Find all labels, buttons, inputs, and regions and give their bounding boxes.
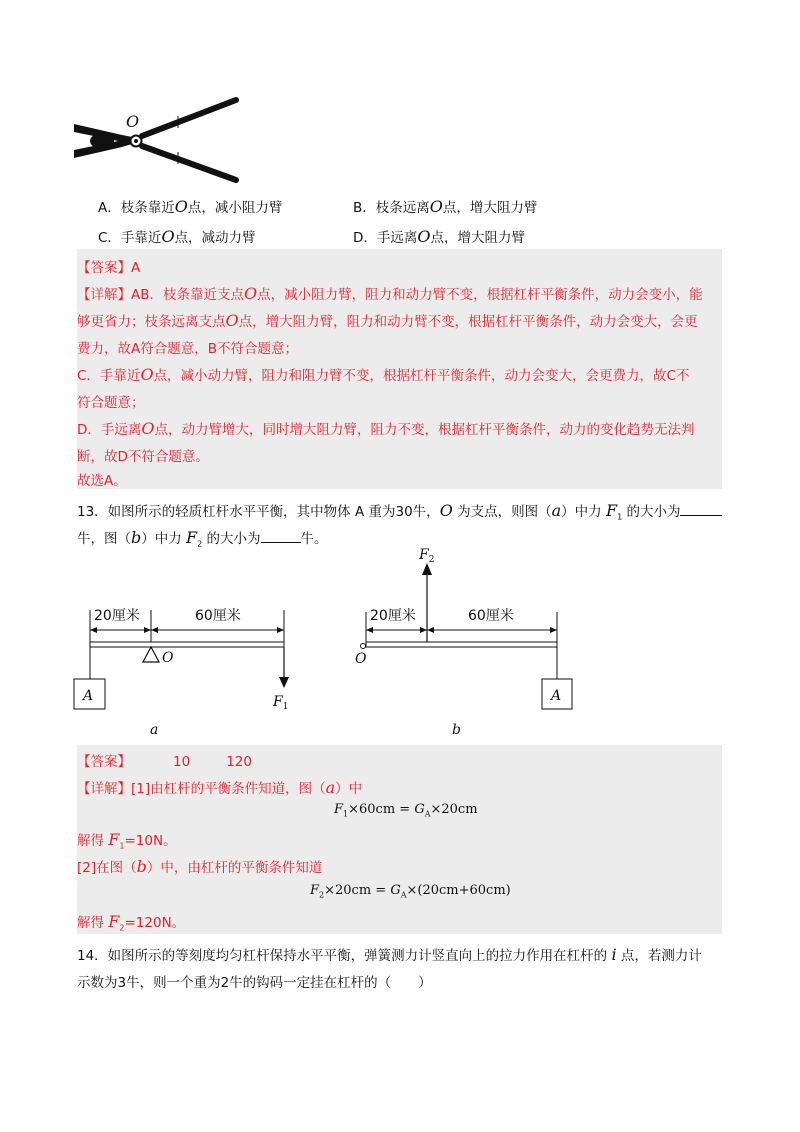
- fig-b-pivot-label: O: [355, 651, 367, 667]
- lever-figure-a: [70, 592, 300, 742]
- option-a: A．枝条靠近O点，减小阻力臂: [98, 197, 283, 216]
- fig-a-left-length: 20厘米: [94, 608, 140, 624]
- fig-a-box-label: A: [83, 688, 94, 704]
- q13-blank-1: [680, 501, 722, 516]
- q12-detail-line-1: 【详解】AB．枝条靠近支点O点，减小阻力臂，阻力和动力臂不变，根据杠杆平衡条件，动力会变小，能: [77, 284, 703, 303]
- q12-answer: 【答案】A: [77, 260, 141, 276]
- q12-detail-line-5: 符合题意；: [77, 395, 145, 411]
- fig-b-right-length: 60厘米: [468, 608, 514, 624]
- q13-detail-line-3: [2]在图（b）中，由杠杆的平衡条件知道: [77, 857, 323, 876]
- option-b: B．枝条远离O点，增大阻力臂: [353, 197, 538, 216]
- fig-a-pivot-label: O: [162, 650, 174, 666]
- q13-line-1: 13．如图所示的轻质杠杆水平平衡，其中物体 A 重为30牛，O 为支点，则图（a）中力 $F_1$ 的大小为: [77, 500, 722, 522]
- fig-b-left-length: 20厘米: [370, 608, 416, 624]
- fig-b-box-label: A: [551, 688, 562, 704]
- q13-line-2: 牛，图（b）中力 $F_2$ 的大小为 牛。: [77, 528, 328, 549]
- q12-detail-line-7: 断，故D不符合题意。: [77, 449, 209, 465]
- fig-a-force-label: $F_1$: [273, 694, 289, 712]
- fig-b-caption: b: [452, 722, 461, 738]
- fig-b-force-label: $F_2$: [419, 547, 435, 565]
- fig-a-right-length: 60厘米: [195, 608, 241, 624]
- q13-blank-2: [261, 528, 301, 543]
- option-c: C．手靠近O点，减动力臂: [98, 227, 256, 246]
- q12-answer-box: [77, 249, 722, 489]
- scissors-figure: [70, 92, 245, 192]
- lever-figure-b: [350, 545, 580, 745]
- q13-detail-line-4: 解得 $F_2=120N$。: [77, 912, 186, 933]
- scissors-pivot-label: O: [126, 112, 140, 131]
- q13-answer: 【答案】 10 120: [77, 754, 252, 770]
- q13-answer-1: 10: [173, 754, 191, 770]
- fig-a-caption: a: [150, 722, 159, 738]
- q13-detail-line-2: 解得 $F_1=10N$。: [77, 830, 177, 851]
- q14-line-2: 示数为3牛，则一个重为2牛的钩码一定挂在杠杆的（ ）: [77, 975, 432, 991]
- q13-detail-line-1: 【详解】[1]由杠杆的平衡条件知道，图（a）中: [77, 778, 363, 797]
- q13-answer-2: 120: [226, 754, 252, 770]
- q13-formula-2: $F_2\times 20cm = G_A\times(20cm+60cm)$: [310, 883, 511, 900]
- q13-formula-1: $F_1\times 60cm = G_A\times 20cm$: [334, 802, 478, 819]
- option-d: D．手远离O点，增大阻力臂: [353, 227, 526, 246]
- q14-line-1: 14．如图所示的等刻度均匀杠杆保持水平平衡，弹簧测力计竖直向上的拉力作用在杠杆的 i 点，若测力计: [77, 945, 702, 964]
- q13-answer-box: [77, 745, 722, 934]
- q12-detail-line-6: D．手远离O点，动力臂增大，同时增大阻力臂，阻力不变，根据杠杆平衡条件，动力的变化趋势无法判: [77, 419, 695, 438]
- q12-detail-line-3: 费力，故A符合题意，B不符合题意；: [77, 341, 298, 357]
- q12-detail-line-4: C．手靠近O点，减小动力臂，阻力和阻力臂不变，根据杠杆平衡条件，动力会变大，会更费力，故C不: [77, 365, 690, 384]
- q12-detail-line-8: 故选A。: [77, 473, 127, 489]
- q12-detail-line-2: 够更省力；枝条远离支点O点，增大阻力臂，阻力和动力臂不变，根据杠杆平衡条件，动力会变大，会更: [77, 311, 698, 330]
